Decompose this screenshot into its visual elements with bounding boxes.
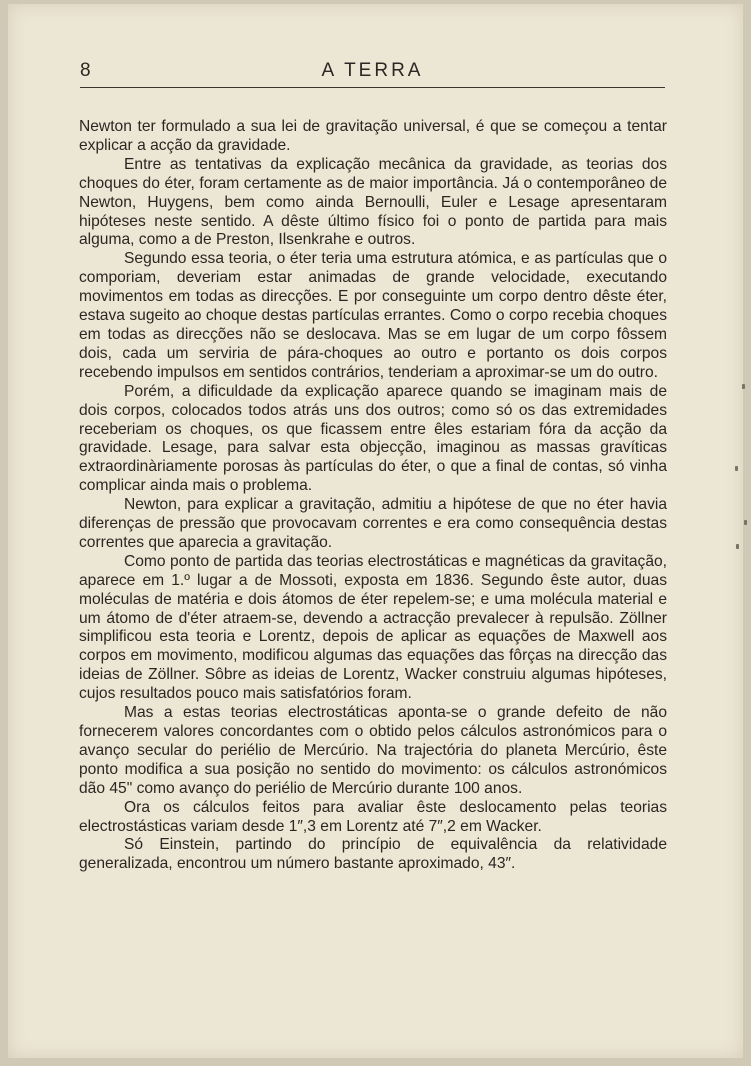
paragraph: Newton, para explicar a gravitação, admitiu a hipótese de que no éter havia diferenças de pressão que provocavam correntes e era como consequência destas correntes que aparecia a gravitação.	[79, 496, 667, 551]
page-number: 8	[80, 60, 91, 81]
paragraph: Só Einstein, partindo do princípio de equivalência da relatividade generalizada, encontrou um número bastante aproximado, 43″.	[79, 836, 667, 873]
margin-mark	[736, 544, 739, 549]
margin-mark	[744, 520, 747, 525]
paragraph: Entre as tentativas da explicação mecânica da gravidade, as teorias dos choques do éter, foram certamente as de maior importância. Já o contemporâneo de Newton, Huygens, bem como ainda Bernoulli, Euler e Lesage apresentaram hipóteses neste sentido. A dêste último físico foi o ponto de partida para mais alguma, como a de Preston, Ilsenkrahe e outros.	[79, 155, 667, 249]
paragraph: Ora os cálculos feitos para avaliar êste deslocamento pelas teorias electrostásticas variam desde 1″,3 em Lorentz até 7″,2 em Wacker.	[79, 798, 667, 835]
margin-mark	[735, 466, 738, 471]
paragraph: Newton ter formulado a sua lei de gravitação universal, é que se começou a tentar explicar a acção da gravidade.	[79, 118, 667, 154]
paragraph: Segundo essa teoria, o éter teria uma estrutura atómica, e as partículas que o comporiam, deveriam estar animadas de grande velocidade, executando movimentos em todas as direcções. E por conseguinte um corpo dentro dêste éter, estava sugeito ao choque destas partículas errantes. Como o corpo recebia choques em todas as direcções não se deslocava. Mas se em lugar de um corpo fôssem dois, cada um serviria de pára-choques ao outro e portanto os dois corpos recebendo impulsos em sentidos contrários, tenderiam a aproximar-se um do outro.	[79, 250, 667, 381]
running-title: A TERRA	[321, 60, 424, 81]
paragraph: Como ponto de partida das teorias electrostáticas e magnéticas da gravitação, aparece em 1.º lugar a de Mossoti, exposta em 1836. Segundo êste autor, duas moléculas de matéria e dois átomos de éter repelem-se; e uma molécula material e um átomo de d'éter atraem-se, devendo a actracção prevalecer à repulsão. Zöllner simplificou esta teoria e Lorentz, depois de aplicar as equações de Maxwell aos corpos em movimento, modificou algumas das equações das fôrças na direcção das ideias de Zöllner. Sôbre as ideias de Lorentz, Wacker construiu algumas hipóteses, cujos resultados pouco mais satisfatórios foram.	[79, 552, 667, 703]
margin-mark	[742, 384, 745, 389]
header-rule	[80, 87, 665, 88]
body-text	[79, 118, 667, 874]
paragraph: Porém, a dificuldade da explicação aparece quando se imaginam mais de dois corpos, colocados todos atrás uns dos outros; como só os das extremidades receberiam os choques, os que ficassem entre êles estariam fóra da acção da gravidade. Lesage, para salvar esta objecção, imaginou as massas gravíticas extraordinàriamente porosas às partículas do éter, o que a final de contas, só vinha complicar ainda mais o problema.	[79, 382, 667, 495]
page-header	[80, 60, 665, 88]
paragraph: Mas a estas teorias electrostáticas aponta-se o grande defeito de não fornecerem valores concordantes com o obtido pelos cálculos astronómicos para o avanço secular do periélio de Mercúrio. Na trajectória do planeta Mercúrio, êste ponto modifica a sua posição no sentido do movimento: os cálculos astronómicos dão 45" como avanço do periélio de Mercúrio durante 100 anos.	[79, 704, 667, 797]
